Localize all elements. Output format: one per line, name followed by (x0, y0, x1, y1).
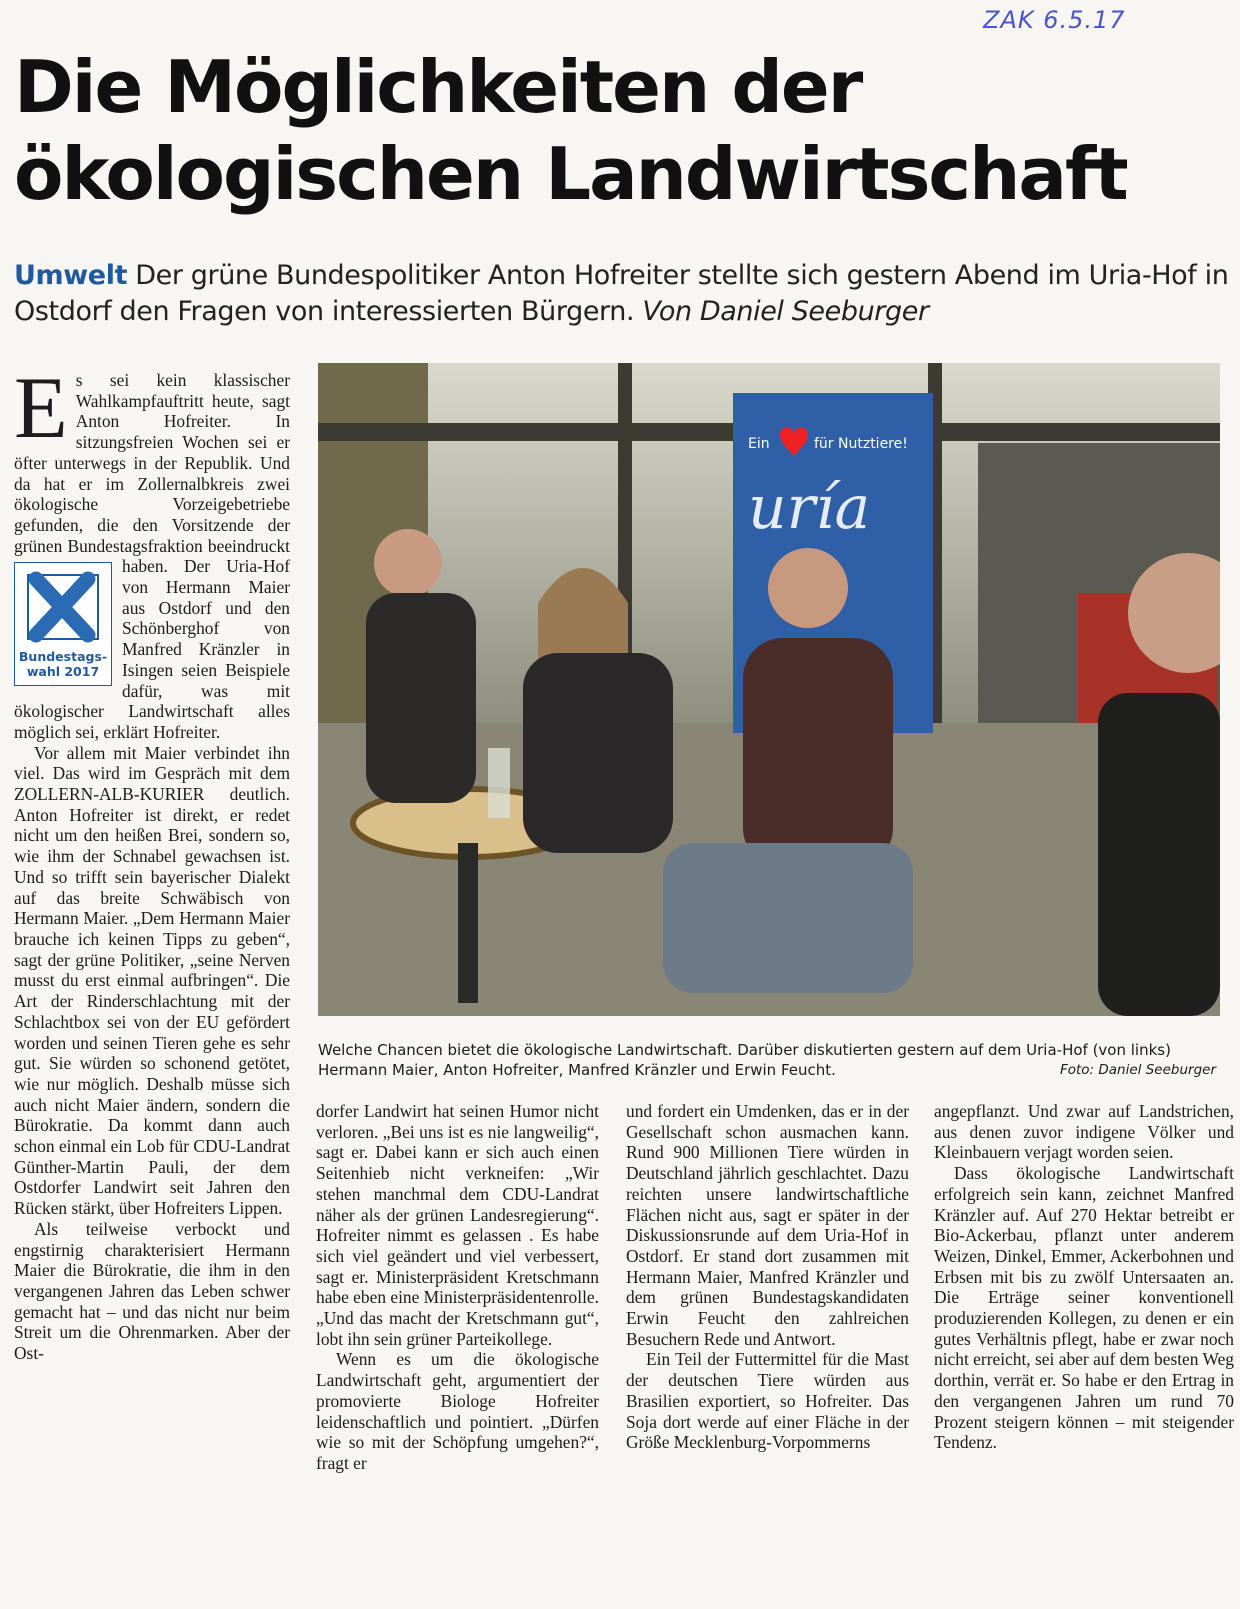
article-intro-text: s sei kein klassischer Wahlkampfauftritt heute, sagt Anton Hofreiter. In sitzungsfreien Wochen sei er öfter unterwegs in der Republik. Und da hat er im Zollernalbkreis zwei ökologische Vorzeigebetriebe gefunden, die den Vorsitzende der grünen Bundestagsfraktion beeindruckt haben. (14, 370, 290, 577)
article-paragraph (14, 370, 290, 743)
article-paragraph: Dass ökologische Landwirtschaft erfolgreich sein kann, zeichnet Manfred Kränzler auf. Auf 270 Hektar betreibt er Bio-Ackerbau, pflanzt unter anderem Weizen, Dinkel, Emmer, Ackerbohnen und Erbsen mit bis zu zwölf Untersaaten an. Die Erträge seiner konventionell produzierenden Kollegen, zu denen er ein gutes Verhältnis pflegt, habe er zwar noch nicht erreicht, sei aber auf dem besten Weg dorthin, verrät er. So habe er den Ertrag in den vergangenen Jahren um rund 70 Prozent steigern können – mit steigender Tendenz. (934, 1163, 1234, 1453)
byline: Von Daniel Seeburger (642, 296, 929, 327)
photo-illustration (318, 363, 1220, 1016)
section-kicker: Umwelt (14, 260, 128, 291)
article-paragraph: Vor allem mit Maier verbindet ihn viel. Das wird im Gespräch mit dem ZOLLERN-ALB-KURIER deutlich. Anton Hofreiter ist direkt, er redet nicht um den heißen Brei, sondern so, wie ihm der Schnabel gewachsen ist. Und so trifft sein bayerischer Dialekt auf das breite Schwäbisch von Hermann Maier. „Dem Hermann Maier brauche ich keinen Tipps zu geben“, sagt der grüne Politiker, „seine Nerven musst du erst einmal aufbringen“. Die Art der Rinderschlachtung mit der Schlachtbox sei von der EU gefördert worden und seinen Tieren gehe es sehr gut. Sie würden so schonend getötet, wie nur möglich. Deshalb müsse sich auch nicht Maier ändern, sondern die Bürokratie. Da kommt dann auch schon einmal ein Lob für CDU-Landrat Günther-Martin Pauli, der dem Ostdorfer Landwirt seit Jahren den Rücken stärkt, über Hofreiters Lippen. (14, 742, 290, 1219)
article-column-2 (316, 1101, 599, 1601)
article-column-4 (934, 1101, 1234, 1601)
article-paragraph: und fordert ein Umdenken, das er in der Gesellschaft schon ausmachen kann. Rund 900 Millionen Tiere würden in Deutschland jährlich geschlachtet. Dazu reichten unsere landwirtschaftliche Flächen nicht aus, sagt er später in der Diskussionsrunde auf dem Uria-Hof in Ostdorf. Er stand dort zusammen mit Hermann Maier, Manfred Kränzler und dem grünen Bundestagskandidaten Erwin Feucht den zahlreichen Besuchern Rede und Antwort. (626, 1101, 909, 1349)
caption-text: Welche Chancen bietet die ökologische Landwirtschaft. Darüber diskutierten gestern auf dem Uria-Hof (von links) Hermann Maier, Anton Hofreiter, Manfred Kränzler und Erwin Feucht. (318, 1041, 1171, 1079)
article-column-1 (14, 370, 290, 1606)
article-paragraph: Wenn es um die ökologische Landwirtschaft geht, argumentiert der promovierte Biologe Hofreiter leidenschaftlich und pointiert. „Dürfen wie so mit der Schöpfung umgehen?“, fragt er (316, 1349, 599, 1473)
badge-line-1: Bundestags- (18, 649, 108, 665)
article-column-3 (626, 1101, 909, 1601)
article-paragraph: Ein Teil der Futtermittel für die Mast der deutschen Tiere würden aus Brasilien exportiert, so Hofreiter. Das Soja dort werde auf einer Fläche in der Größe Mecklenburg-Vorpommerns (626, 1349, 909, 1453)
headline (14, 44, 1234, 218)
headline-line-2: ökologischen Landwirtschaft (14, 132, 1127, 216)
article-photo (318, 363, 1220, 1016)
article-paragraph: Als teilweise verbockt und engstirnig charakterisiert Hermann Maier die Bürokratie, die ihm in den vergangenen Jahren das Leben schwer gemacht hat – und das nicht nur beim Streit um die Ohrenmarken. Aber der Ost- (14, 1218, 290, 1364)
article-paragraph: dorfer Landwirt hat seinen Humor nicht verloren. „Bei uns ist es nie langweilig“, sagt er. Dabei kann er sich auch einen Seitenhieb nicht verkneifen: „Wir stehen manchmal dem CDU-Landrat näher als der grünen Landesregierung“. Hofreiter nimmt es gelassen . Es habe sich viel geändert und viel verbessert, sagt er. Ministerpräsident Kretschmann habe eben eine Ministerpräsidentenrolle. „Und das macht der Kretschmann gut“, lobt ihn sein grüner Parteikollege. (316, 1101, 599, 1349)
photo-caption (318, 1040, 1220, 1080)
headline-line-1: Die Möglichkeiten der (14, 45, 862, 129)
badge-line-2: wahl 2017 (26, 664, 100, 680)
election-badge (14, 562, 112, 686)
article-text: Der Uria-Hof von Hermann Maier aus Ostdorf und den Schönberghof von Manfred Kränzler in Isingen seien Beispiele dafür, was mit ökologischer Landwirtschaft alles möglich sei, erklärt Hofreiter. (14, 556, 290, 742)
banner-logo: uría (748, 473, 871, 543)
drop-cap: E (14, 370, 68, 457)
subheadline-text: Der grüne Bundespolitiker Anton Hofreiter stellte sich gestern Abend im Uria-Hof in Ostdorf den Fragen von interessierten Bürgern. (14, 260, 1229, 327)
article-paragraph: angepflanzt. Und zwar auf Landstrichen, aus denen zuvor indigene Völker und Kleinbauern verjagt worden seien. (934, 1101, 1234, 1163)
handwritten-date-note: ZAK 6.5.17 (983, 6, 1126, 34)
subheadline (14, 258, 1234, 330)
banner-text-1: Ein (748, 436, 770, 452)
photo-credit: Foto: Daniel Seeburger (1059, 1062, 1216, 1078)
ballot-cross-icon (22, 569, 104, 645)
badge-text (15, 647, 111, 685)
banner-text-2: für Nutztiere! (814, 436, 908, 452)
